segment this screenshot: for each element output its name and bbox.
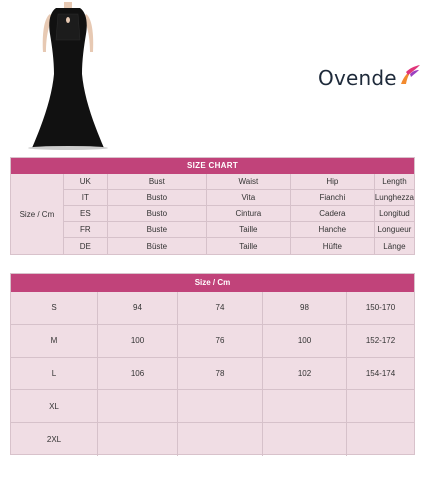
table-cell: Waist	[207, 174, 291, 190]
table-cell: L	[11, 358, 98, 391]
table-cell	[178, 423, 263, 456]
table-cell: Cadera	[291, 206, 375, 222]
table-cell: Länge	[383, 241, 406, 251]
table-cell	[98, 390, 178, 423]
table-cell: 154-174	[347, 358, 414, 391]
table-cell: 74	[178, 292, 263, 325]
dress-image	[0, 0, 135, 150]
size-chart-title: SIZE CHART	[11, 158, 414, 174]
table-cell: Buste	[108, 222, 207, 238]
size-chart-translation-table	[10, 157, 415, 255]
table-cell: 150-170	[347, 292, 414, 325]
table-cell: Fianchi	[291, 190, 375, 206]
product-photo	[0, 0, 135, 150]
table-cell: UK	[64, 174, 108, 190]
table-cell: 94	[98, 292, 178, 325]
measurement-table-title: Size / Cm	[11, 274, 414, 292]
table-cell: S	[11, 292, 98, 325]
table-cell: ES	[64, 206, 108, 222]
table-cell	[347, 423, 414, 456]
table-cell: 100	[263, 325, 347, 358]
table-cell: M	[11, 325, 98, 358]
table-cell: 78	[178, 358, 263, 391]
table-cell: 100	[98, 325, 178, 358]
table-cell	[347, 390, 414, 423]
table-cell: Lunghezza	[375, 190, 414, 206]
table-cell	[178, 390, 263, 423]
table-cell: Hüfte	[291, 238, 375, 254]
bird-logo-icon	[398, 62, 422, 86]
table-cell: DE	[64, 238, 108, 254]
table-cell: XL	[11, 390, 98, 423]
table-cell: Vita	[207, 190, 291, 206]
translation-grid	[64, 174, 414, 254]
table-cell: Hanche	[291, 222, 375, 238]
table-cell: Busto	[108, 190, 207, 206]
table-cell: Cintura	[207, 206, 291, 222]
table-cell	[98, 423, 178, 456]
table-cell: Bust	[108, 174, 207, 190]
table-cell: 102	[263, 358, 347, 391]
brand-name: Ovende	[318, 66, 397, 90]
table-cell: Busto	[108, 206, 207, 222]
table-cell: 2XL	[11, 423, 98, 456]
table-cell: Longitud	[375, 206, 414, 222]
table-cell	[263, 390, 347, 423]
table-cell: Taille	[207, 238, 291, 254]
measurement-grid	[11, 292, 414, 456]
table-cell: FR	[64, 222, 108, 238]
table-cell: 98	[263, 292, 347, 325]
measurement-table	[10, 273, 415, 455]
table-cell: Longueur	[375, 222, 414, 238]
table-cell: Hip	[291, 174, 375, 190]
brand-logo	[318, 62, 422, 90]
table-cell: 106	[98, 358, 178, 391]
table-cell: IT	[64, 190, 108, 206]
table-cell: Büste	[108, 238, 207, 254]
unit-label: Size / Cm	[11, 174, 64, 254]
table-cell: 76	[178, 325, 263, 358]
table-cell: Taille	[207, 222, 291, 238]
table-cell: Length	[375, 174, 414, 190]
table-cell	[263, 423, 347, 456]
table-cell: 152-172	[347, 325, 414, 358]
